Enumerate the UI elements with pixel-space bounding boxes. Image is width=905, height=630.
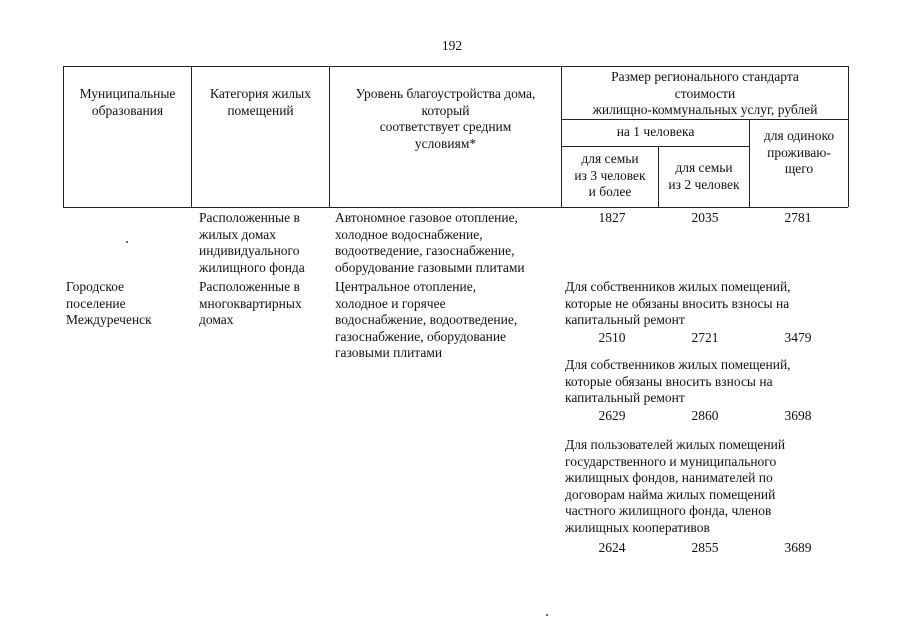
header-improvement: Уровень благоустройства дома, который соответствует средним условиям* [355, 86, 536, 151]
header-single: для одиноко проживаю- щего [763, 128, 835, 176]
group1-value-family3: 2510 [598, 330, 626, 345]
group1-value-family2: 2721 [691, 330, 719, 345]
rule-right [848, 66, 849, 207]
header-family3: для семьи из 3 человек и более [574, 151, 646, 199]
group3-value-single: 3689 [784, 540, 812, 555]
row1-value-family2: 2035 [691, 210, 719, 225]
header-per-person: на 1 человека [616, 124, 695, 139]
group2-value-family3: 2629 [598, 408, 626, 423]
row2-improvement: Центральное отопление, холодное и горячее водоснабжение, водоотведение, газоснабжение, оборудование газовыми плитами [335, 279, 518, 360]
row1-improvement: Автономное газовое отопление, холодное водоснабжение, водоотведение, газоснабжение, оборудование газовыми плитами [335, 210, 525, 275]
header-family2: для семьи из 2 человек [668, 160, 740, 192]
group2-value-family2: 2860 [691, 408, 719, 423]
header-municipality: Муниципальные образования [79, 86, 176, 118]
municipality-name: Городское поселение Междуреченск [66, 279, 152, 327]
group1-value-single: 3479 [784, 330, 812, 345]
group3-value-family2: 2855 [691, 540, 719, 555]
rule-per-person-sub [561, 146, 750, 147]
rule-header-bottom [63, 207, 848, 208]
group3-value-family3: 2624 [598, 540, 626, 555]
rule-standard-sub [561, 119, 848, 120]
stray-dot [126, 241, 128, 243]
stray-dot-bottom [546, 614, 548, 616]
header-category: Категория жилых помещений [210, 86, 311, 118]
group3-text: Для пользователей жилых помещений государственного и муниципального жилищных фондов, нанимателей по договорам найма жилых помещений частного жилищного фонда, членов жилищных кооперативов [565, 437, 786, 535]
row1-value-single: 2781 [784, 210, 812, 225]
group1-text: Для собственников жилых помещений, которые не обязаны вносить взносы на капитальный ремонт [565, 279, 791, 327]
header-standard-size: Размер регионального стандарта стоимости жилищно-коммунальных услуг, рублей [592, 69, 818, 117]
row2-category: Расположенные в многоквартирных домах [199, 279, 302, 327]
row1-value-family3: 1827 [598, 210, 626, 225]
page-number: 192 [441, 38, 463, 53]
group2-text: Для собственников жилых помещений, которые обязаны вносить взносы на капитальный ремонт [565, 357, 791, 405]
rule-top [63, 66, 848, 67]
group2-value-single: 3698 [784, 408, 812, 423]
row1-category: Расположенные в жилых домах индивидуального жилищного фонда [199, 210, 305, 275]
